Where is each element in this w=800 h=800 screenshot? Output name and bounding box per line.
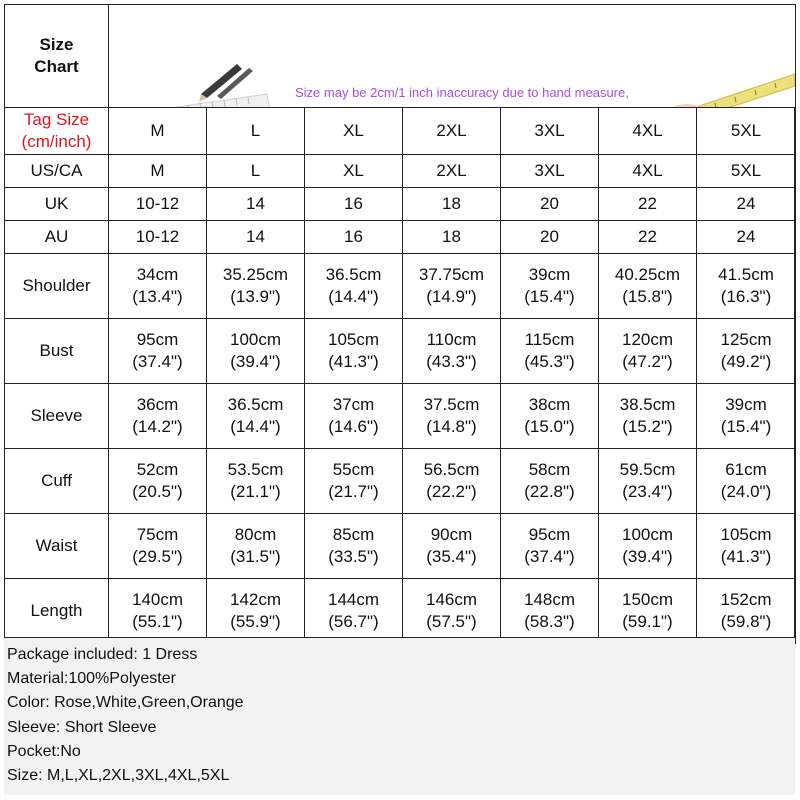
size-row <box>5 108 796 155</box>
size-row <box>5 188 796 221</box>
measurement-cell <box>501 319 599 384</box>
measurement-cell <box>599 514 697 579</box>
inch-value: (14.9") <box>426 287 477 306</box>
size-row-label: US/CA <box>5 155 109 188</box>
cm-value: 53.5cm <box>227 460 284 479</box>
size-chart-table <box>4 4 796 644</box>
inch-value: (21.7") <box>328 482 379 501</box>
cm-value: 85cm <box>332 525 375 544</box>
measurement-cell <box>207 579 305 644</box>
info-line: Package included: 1 Dress <box>7 646 198 663</box>
size-cell: 20 <box>501 221 599 254</box>
inch-value: (15.2") <box>622 417 673 436</box>
measurement-cell <box>599 254 697 319</box>
measurement-cell <box>403 579 501 644</box>
cm-value: 38.5cm <box>619 395 676 414</box>
inch-value: (59.1") <box>622 612 673 631</box>
measurement-cell <box>109 319 207 384</box>
size-cell: 24 <box>697 188 796 221</box>
inch-value: (49.2") <box>720 352 772 371</box>
inch-value: (39.4") <box>230 352 281 371</box>
size-cell: 4XL <box>599 155 697 188</box>
inch-value: (39.4") <box>622 547 673 566</box>
cm-value: 100cm <box>621 525 674 544</box>
cm-value: 41.5cm <box>718 265 774 284</box>
inch-value: (14.4") <box>230 417 281 436</box>
cm-value: 36.5cm <box>227 395 284 414</box>
measurement-row <box>5 514 796 579</box>
measurement-label: Sleeve <box>5 384 109 449</box>
measurement-cell <box>207 514 305 579</box>
size-cell: 16 <box>305 221 403 254</box>
info-line: Color: Rose,White,Green,Orange <box>7 694 244 712</box>
size-row <box>5 155 796 188</box>
inch-value: (22.8") <box>524 482 575 501</box>
cm-value: 110cm <box>426 330 477 349</box>
size-cell: 5XL <box>697 155 796 188</box>
inch-value: (15.0") <box>524 417 575 436</box>
size-cell: 5XL <box>697 108 796 155</box>
measurement-cell <box>697 384 796 449</box>
measurement-cell <box>207 254 305 319</box>
measurement-cell <box>109 254 207 319</box>
cm-value: 35.25cm <box>222 265 289 284</box>
measurement-cell <box>697 254 796 319</box>
cm-value: 59.5cm <box>619 460 676 479</box>
size-cell: 14 <box>207 221 305 254</box>
title-line-1: Size <box>39 35 74 54</box>
cm-value: 120cm <box>621 330 674 349</box>
measurement-label: Cuff <box>5 449 109 514</box>
size-cell: 3XL <box>501 108 599 155</box>
inch-value: (14.6") <box>328 417 379 436</box>
cm-value: 58cm <box>528 460 571 479</box>
measurement-cell <box>109 449 207 514</box>
inch-value: (15.4") <box>524 287 575 306</box>
measurement-cell <box>305 319 403 384</box>
size-cell: 2XL <box>403 155 501 188</box>
measurement-cell <box>403 514 501 579</box>
size-row-label: UK <box>5 188 109 221</box>
measurement-cell <box>501 449 599 514</box>
cm-value: 34cm <box>136 265 179 284</box>
size-cell: XL <box>305 108 403 155</box>
cm-value: 90cm <box>430 525 473 544</box>
product-info-panel <box>4 637 795 795</box>
info-line: Size: M,L,XL,2XL,3XL,4XL,5XL <box>7 767 230 785</box>
cm-value: 148cm <box>523 590 576 609</box>
inch-value: (37.4") <box>132 352 183 371</box>
measurement-cell <box>207 319 305 384</box>
measurement-cell <box>501 384 599 449</box>
measurement-cell <box>697 579 796 644</box>
measurement-cell <box>599 384 697 449</box>
measurement-cell <box>305 449 403 514</box>
measurement-label: Shoulder <box>5 254 109 319</box>
measurement-row <box>5 579 796 644</box>
inch-value: (35.4") <box>426 547 477 566</box>
measurement-cell <box>403 319 501 384</box>
measurement-cell <box>697 319 796 384</box>
inch-value: (14.4") <box>328 287 379 306</box>
cm-value: 95cm <box>136 330 179 349</box>
size-cell: M <box>109 108 207 155</box>
cm-value: 39cm <box>725 395 767 414</box>
size-cell: 16 <box>305 188 403 221</box>
cm-value: 36.5cm <box>325 265 382 284</box>
measurement-cell <box>403 384 501 449</box>
cm-value: 146cm <box>425 590 478 609</box>
inch-value: (56.7") <box>328 612 379 631</box>
cm-value: 37.5cm <box>423 395 480 414</box>
cm-value: 38cm <box>528 395 571 414</box>
measurement-row <box>5 254 796 319</box>
measurement-cell <box>599 319 697 384</box>
info-line: Pocket:No <box>7 742 81 760</box>
inch-value: (55.9") <box>230 612 281 631</box>
inch-value: (58.3") <box>524 612 575 631</box>
info-line: Material:100%Polyester <box>7 670 176 688</box>
cm-value: 39cm <box>528 265 571 284</box>
cm-value: 37.75cm <box>418 265 485 284</box>
inch-value: (14.2") <box>132 417 183 436</box>
measurement-cell <box>599 579 697 644</box>
inch-value: (29.5") <box>132 547 183 566</box>
measurement-cell <box>109 579 207 644</box>
inch-value: (22.2") <box>426 482 477 501</box>
measurement-cell <box>599 449 697 514</box>
measurement-row <box>5 384 796 449</box>
cm-value: 100cm <box>229 330 282 349</box>
measurement-cell <box>501 254 599 319</box>
cm-value: 144cm <box>327 590 380 609</box>
cm-value: 105cm <box>720 525 772 544</box>
measurement-cell <box>305 384 403 449</box>
cm-value: 140cm <box>131 590 184 609</box>
measurement-label: Waist <box>5 514 109 579</box>
inaccuracy-note: Size may be 2cm/1 inch inaccuracy due to hand measure, <box>295 85 629 100</box>
inch-value: (15.8") <box>622 287 673 306</box>
inch-value: (13.4") <box>132 287 183 306</box>
size-cell: M <box>109 155 207 188</box>
size-cell: 20 <box>501 188 599 221</box>
size-cell: 10-12 <box>109 188 207 221</box>
measurement-label: Bust <box>5 319 109 384</box>
cm-value: 95cm <box>528 525 571 544</box>
inch-value: (15.4") <box>720 417 772 436</box>
inch-value: (41.3") <box>720 547 772 566</box>
cm-value: 36cm <box>136 395 179 414</box>
ruler-pencil-illustration: 9 10 11 <box>109 56 279 108</box>
inch-value: (16.3") <box>720 287 772 306</box>
size-cell: 22 <box>599 188 697 221</box>
inch-value: (14.8") <box>426 417 477 436</box>
measurement-label: Length <box>5 579 109 644</box>
inch-value: (55.1") <box>132 612 183 631</box>
size-cell: 10-12 <box>109 221 207 254</box>
tape-measure-hand-illustration <box>645 56 795 108</box>
cm-value: 142cm <box>229 590 282 609</box>
cm-value: 52cm <box>136 460 179 479</box>
tag-size-label: Tag Size (cm/inch) <box>5 108 109 155</box>
measurement-cell <box>305 579 403 644</box>
size-cell: L <box>207 155 305 188</box>
size-cell: XL <box>305 155 403 188</box>
measurement-cell <box>305 514 403 579</box>
cm-value: 115cm <box>524 330 575 349</box>
size-row-label: AU <box>5 221 109 254</box>
inch-value: (57.5") <box>426 612 477 631</box>
measurement-cell <box>403 449 501 514</box>
cm-value: 80cm <box>234 525 277 544</box>
measurement-cell <box>305 254 403 319</box>
cm-value: 75cm <box>136 525 179 544</box>
inch-value: (21.1") <box>230 482 281 501</box>
size-cell: 24 <box>697 221 796 254</box>
size-cell: L <box>207 108 305 155</box>
size-cell: 18 <box>403 221 501 254</box>
inch-value: (43.3") <box>426 352 477 371</box>
chart-title <box>5 5 109 108</box>
size-cell: 2XL <box>403 108 501 155</box>
size-row <box>5 221 796 254</box>
size-cell: 22 <box>599 221 697 254</box>
inch-value: (23.4") <box>622 482 673 501</box>
inch-value: (24.0") <box>720 482 772 501</box>
measurement-cell <box>109 514 207 579</box>
inch-value: (59.8") <box>720 612 772 631</box>
title-line-2: Chart <box>34 57 79 76</box>
chart-header-row <box>5 5 796 108</box>
measurement-cell <box>403 254 501 319</box>
cm-value: 105cm <box>327 330 380 349</box>
inch-value: (33.5") <box>328 547 379 566</box>
size-cell: 3XL <box>501 155 599 188</box>
inch-value: (20.5") <box>132 482 183 501</box>
cm-value: 150cm <box>621 590 674 609</box>
info-line: Sleeve: Short Sleeve <box>7 718 157 736</box>
measurement-cell <box>697 514 796 579</box>
cm-value: 37cm <box>332 395 375 414</box>
cm-value: 125cm <box>720 330 772 349</box>
measurement-row <box>5 319 796 384</box>
inch-value: (41.3") <box>328 352 379 371</box>
cm-value: 152cm <box>720 590 772 609</box>
inch-value: (37.4") <box>524 547 575 566</box>
measurement-cell <box>207 384 305 449</box>
measurement-cell <box>501 514 599 579</box>
cm-value: 61cm <box>725 460 767 479</box>
inch-value: (13.9") <box>230 287 281 306</box>
measurement-cell <box>501 579 599 644</box>
size-cell: 18 <box>403 188 501 221</box>
cm-value: 40.25cm <box>614 265 681 284</box>
size-cell: 14 <box>207 188 305 221</box>
measurement-cell <box>109 384 207 449</box>
measurement-row <box>5 449 796 514</box>
cm-value: 56.5cm <box>423 460 480 479</box>
inch-value: (31.5") <box>230 547 281 566</box>
inch-value: (47.2") <box>622 352 673 371</box>
inch-value: (45.3") <box>524 352 575 371</box>
measurement-cell <box>697 449 796 514</box>
size-cell: 4XL <box>599 108 697 155</box>
measurement-cell <box>207 449 305 514</box>
cm-value: 55cm <box>332 460 375 479</box>
